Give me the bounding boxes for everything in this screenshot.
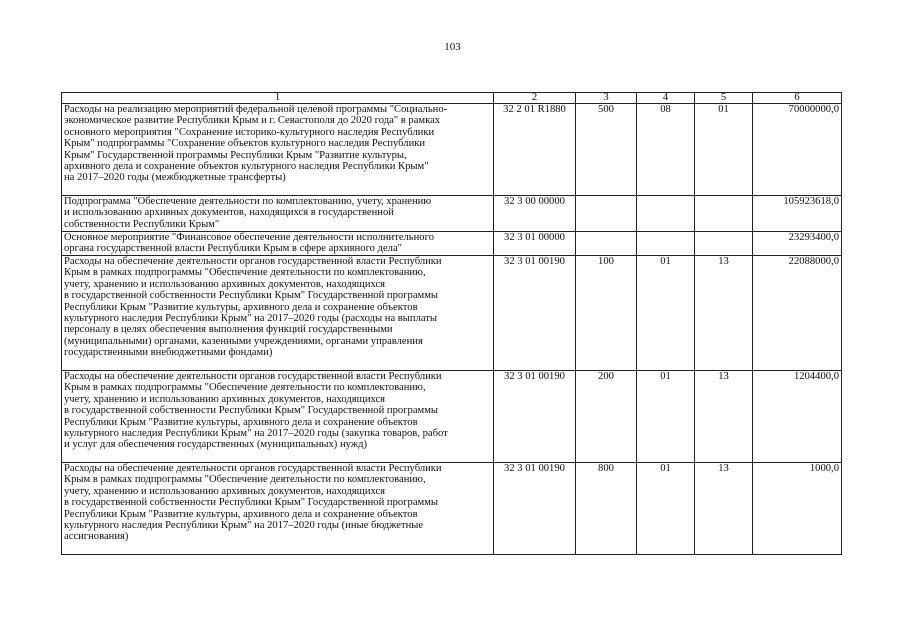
- row-amount: 1000,0: [753, 463, 842, 555]
- row-description: Расходы на реализацию мероприятий федеральной целевой программы "Социально- экономическое развитие Республики Крым и г. Севастополя до 2020 года" в рамках основного мероприятия "Сохранение историко-культурного наследия Республики Крым" подпрограммы "Сохранение объектов культурного наследия Республики Крым" Государственной программы Республики Крым "Развитие культуры, архивного дела и сохранение объектов культурного наследия Республики Крым" на 2017–2020 годы (межбюджетные трансферты): [62, 104, 494, 196]
- row-subsection: [695, 232, 753, 256]
- column-header-2: 2: [494, 93, 576, 104]
- row-description: Основное мероприятие "Финансовое обеспечение деятельности исполнительного органа государственной власти Республики Крым в сфере архивного дела": [62, 232, 494, 256]
- table-row: [62, 256, 842, 371]
- column-header-4: 4: [637, 93, 695, 104]
- row-amount: 70000000,0: [753, 104, 842, 196]
- column-header-3: 3: [576, 93, 637, 104]
- row-subsection: 01: [695, 104, 753, 196]
- row-description: Подпрограмма "Обеспечение деятельности по комплектованию, учету, хранению и использованию архивных документов, находящихся в государственной собственности Республики Крым": [62, 196, 494, 232]
- table-row: [62, 371, 842, 463]
- budget-table: [61, 92, 842, 555]
- row-target-code: 32 2 01 R1880: [494, 104, 576, 196]
- row-amount: 105923618,0: [753, 196, 842, 232]
- row-description: Расходы на обеспечение деятельности органов государственной власти Республики Крым в рамках подпрограммы "Обеспечение деятельности по комплектованию, учету, хранению и использованию архивных документов, находящихся в государственной собственности Республики Крым" Государственной программы Республики Крым "Развитие культуры, архивного дела и сохранение объектов культурного наследия Республики Крым" на 2017–2020 годы (закупка товаров, работ и услуг для обеспечения государственных (муниципальных) нужд): [62, 371, 494, 463]
- column-header-5: 5: [695, 93, 753, 104]
- row-description: Расходы на обеспечение деятельности органов государственной власти Республики Крым в рамках подпрограммы "Обеспечение деятельности по комплектованию, учету, хранению и использованию архивных документов, находящихся в государственной собственности Республики Крым" Государственной программы Республики Крым "Развитие культуры, архивного дела и сохранение объектов культурного наследия Республики Крым" на 2017–2020 годы (расходы на выплаты персоналу в целях обеспечения выполнения функций государственными (муниципальными) органами, казенными учреждениями, органами управления государственными внебюджетными фондами): [62, 256, 494, 371]
- row-expense-type: 800: [576, 463, 637, 555]
- row-subsection: [695, 196, 753, 232]
- row-amount: 23293400,0: [753, 232, 842, 256]
- table-row: [62, 104, 842, 196]
- table-row: [62, 463, 842, 555]
- row-subsection: 13: [695, 256, 753, 371]
- row-target-code: 32 3 01 00000: [494, 232, 576, 256]
- row-expense-type: 200: [576, 371, 637, 463]
- column-header-6: 6: [753, 93, 842, 104]
- row-expense-type: [576, 196, 637, 232]
- row-section: 01: [637, 463, 695, 555]
- row-amount: 1204400,0: [753, 371, 842, 463]
- row-amount: 22088000,0: [753, 256, 842, 371]
- row-target-code: 32 3 01 00190: [494, 463, 576, 555]
- row-section: 01: [637, 371, 695, 463]
- row-section: [637, 196, 695, 232]
- row-target-code: 32 3 01 00190: [494, 256, 576, 371]
- row-target-code: 32 3 00 00000: [494, 196, 576, 232]
- row-subsection: 13: [695, 371, 753, 463]
- row-section: 08: [637, 104, 695, 196]
- row-expense-type: [576, 232, 637, 256]
- table-row: [62, 232, 842, 256]
- table-header-row: [62, 93, 842, 104]
- page-number: 103: [444, 41, 461, 53]
- row-target-code: 32 3 01 00190: [494, 371, 576, 463]
- row-section: [637, 232, 695, 256]
- row-description: Расходы на обеспечение деятельности органов государственной власти Республики Крым в рамках подпрограммы "Обеспечение деятельности по комплектованию, учету, хранению и использованию архивных документов, находящихся в государственной собственности Республики Крым" Государственной программы Республики Крым "Развитие культуры, архивного дела и сохранение объектов культурного наследия Республики Крым" на 2017–2020 годы (иные бюджетные ассигнования): [62, 463, 494, 555]
- row-section: 01: [637, 256, 695, 371]
- row-expense-type: 500: [576, 104, 637, 196]
- column-header-1: 1: [62, 93, 494, 104]
- row-subsection: 13: [695, 463, 753, 555]
- row-expense-type: 100: [576, 256, 637, 371]
- table-row: [62, 196, 842, 232]
